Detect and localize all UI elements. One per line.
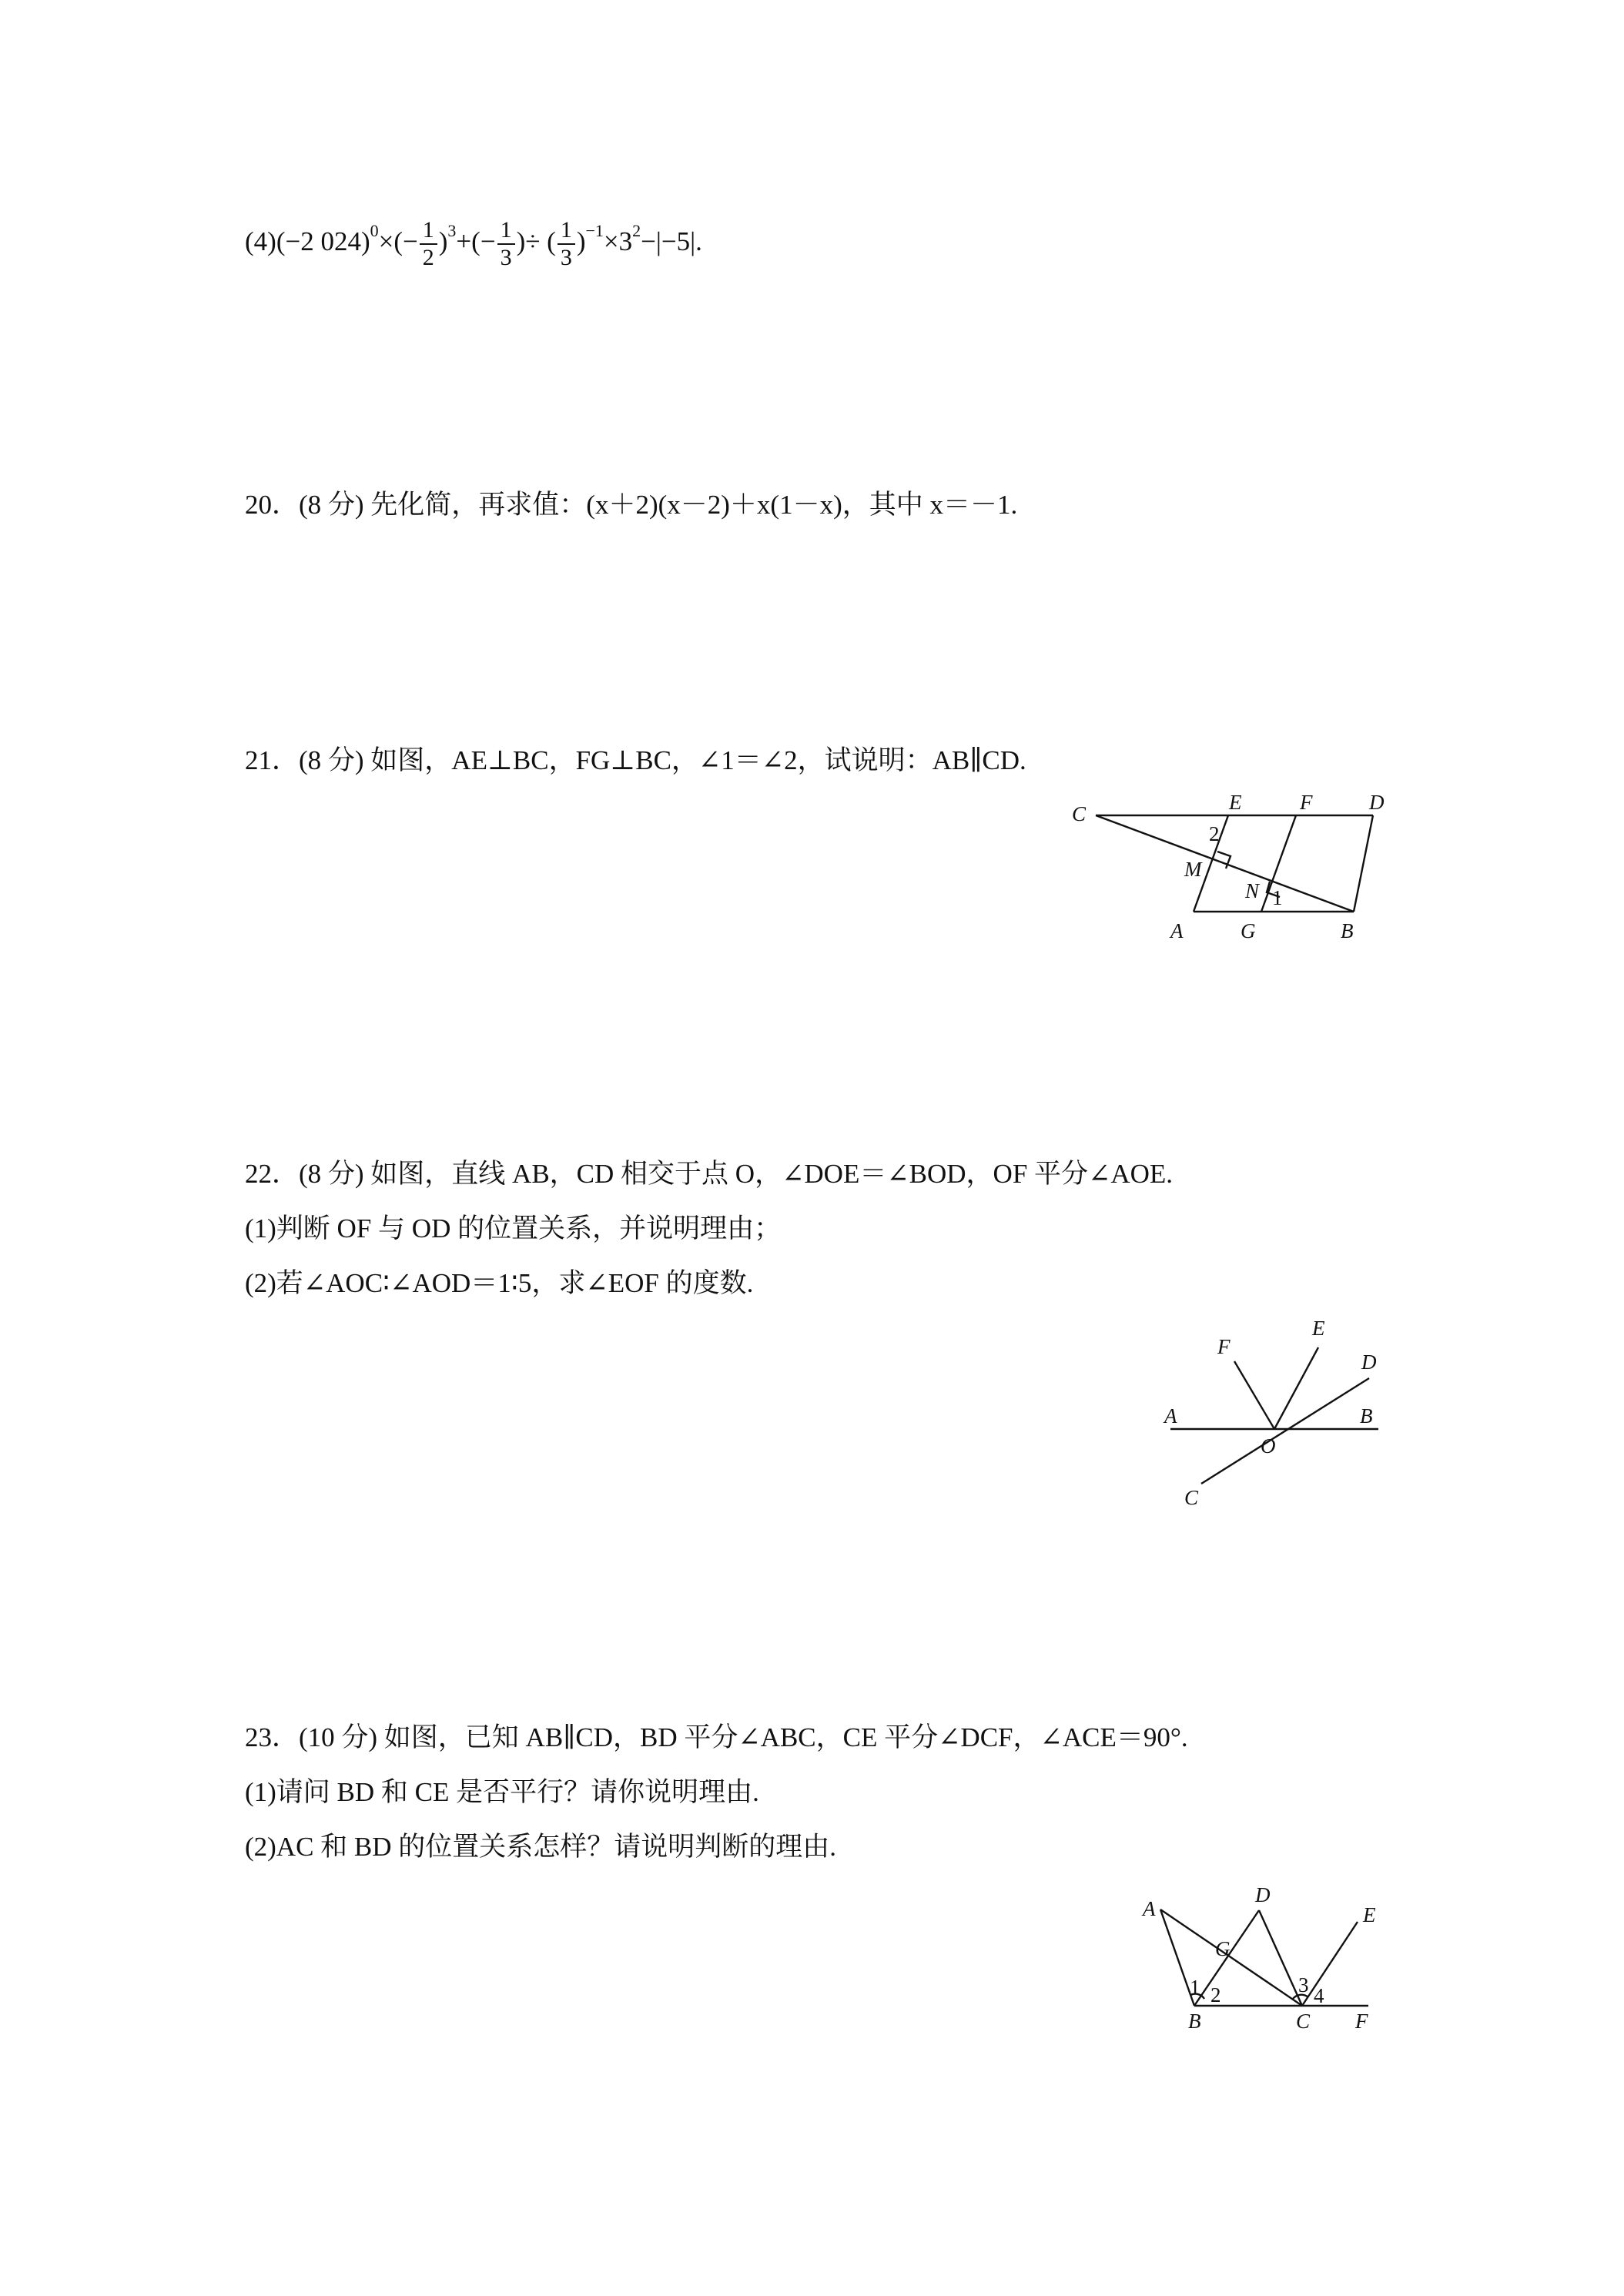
line-CB: [1096, 815, 1354, 912]
exponent: −1: [585, 221, 604, 240]
q22-text: 22．(8 分) 如图，直线 AB，CD 相交于点 O，∠DOE＝∠BOD，OF 平分∠AOE.: [245, 1159, 1174, 1189]
label-B: B: [1341, 919, 1354, 939]
expr-segment: ): [576, 226, 586, 257]
expr-segment: (−2 024): [276, 226, 370, 257]
exponent: 2: [632, 221, 641, 240]
fraction-denominator: 2: [422, 245, 434, 270]
q22-sub1: (1)判断 OF 与 OD 的位置关系，并说明理由；: [245, 1213, 782, 1243]
q20-text: 20．(8 分) 先化简，再求值：(x＋2)(x－2)＋x(1－x)，其中 x＝－1.: [245, 490, 1018, 520]
q21-text: 21．(8 分) 如图，AE⊥BC，FG⊥BC，∠1＝∠2，试说明：AB∥CD.: [245, 745, 1026, 775]
label-angle-1: 1: [1272, 886, 1283, 909]
fraction-denominator: 3: [560, 245, 572, 270]
label-angle-3: 3: [1298, 1973, 1309, 1996]
label-M: M: [1184, 858, 1202, 881]
label-E: E: [1363, 1903, 1376, 1926]
label-F: F: [1217, 1335, 1231, 1358]
line-DB: [1354, 815, 1373, 912]
label-A: A: [1170, 919, 1184, 939]
fraction: [497, 217, 515, 271]
q22-figure: [1155, 1309, 1432, 1509]
label-angle-4: 4: [1314, 1984, 1324, 2007]
expr-segment: +(−: [456, 226, 496, 257]
label-angle-2: 2: [1210, 1983, 1221, 2006]
q19-part4-expression: [245, 217, 702, 271]
label-C: C: [1296, 2010, 1311, 2033]
label-N: N: [1245, 879, 1260, 902]
line-CE: [1302, 1922, 1358, 2006]
q21-figure: [1055, 785, 1409, 939]
label-A: A: [1164, 1404, 1177, 1427]
fraction-numerator: 1: [497, 217, 515, 245]
label-F: F: [1355, 2010, 1368, 2033]
expr-segment: −|−5|.: [641, 226, 702, 257]
label-E: E: [1312, 1317, 1325, 1340]
label-B: B: [1360, 1404, 1373, 1427]
expr-segment: ×(−: [378, 226, 418, 257]
q23-figure: [1124, 1863, 1401, 2040]
fraction-numerator: 1: [420, 217, 437, 245]
label-E: E: [1229, 791, 1242, 814]
label-C: C: [1072, 802, 1087, 825]
q22-sub2: (2)若∠AOC∶∠AOD＝1∶5，求∠EOF 的度数.: [245, 1268, 754, 1298]
expr-segment: )÷ (: [516, 226, 556, 257]
exponent: 3: [447, 221, 457, 240]
label-F: F: [1300, 791, 1313, 814]
label-O: O: [1261, 1434, 1276, 1458]
q23-sub2: (2)AC 和 BD 的位置关系怎样？请说明判断的理由.: [245, 1832, 837, 1862]
label-G: G: [1241, 919, 1256, 939]
fraction-denominator: 3: [500, 245, 512, 270]
q23-sub1: (1)请问 BD 和 CE 是否平行？请你说明理由.: [245, 1777, 759, 1807]
label-D: D: [1369, 791, 1385, 814]
fraction-numerator: 1: [558, 217, 575, 245]
fraction: [558, 217, 575, 271]
fraction: [420, 217, 437, 271]
ray-OF: [1234, 1361, 1274, 1429]
q23-text: 23．(10 分) 如图，已知 AB∥CD，BD 平分∠ABC，CE 平分∠DCF，∠ACE＝90°.: [245, 1722, 1188, 1752]
label-D: D: [1361, 1350, 1377, 1374]
label-A: A: [1143, 1897, 1156, 1920]
exponent: 0: [370, 221, 379, 240]
q19-part-label: (4): [245, 226, 276, 257]
expr-segment: ): [438, 226, 448, 257]
ray-OE: [1274, 1347, 1318, 1429]
label-C: C: [1184, 1486, 1199, 1509]
label-B: B: [1188, 2010, 1201, 2033]
label-angle-2: 2: [1209, 822, 1220, 845]
expr-segment: ×3: [603, 226, 633, 257]
right-angle-mark-M: [1217, 852, 1231, 869]
label-D: D: [1255, 1883, 1271, 1906]
line-CD: [1201, 1378, 1369, 1484]
label-angle-1: 1: [1190, 1976, 1200, 1999]
label-G: G: [1215, 1937, 1231, 1960]
